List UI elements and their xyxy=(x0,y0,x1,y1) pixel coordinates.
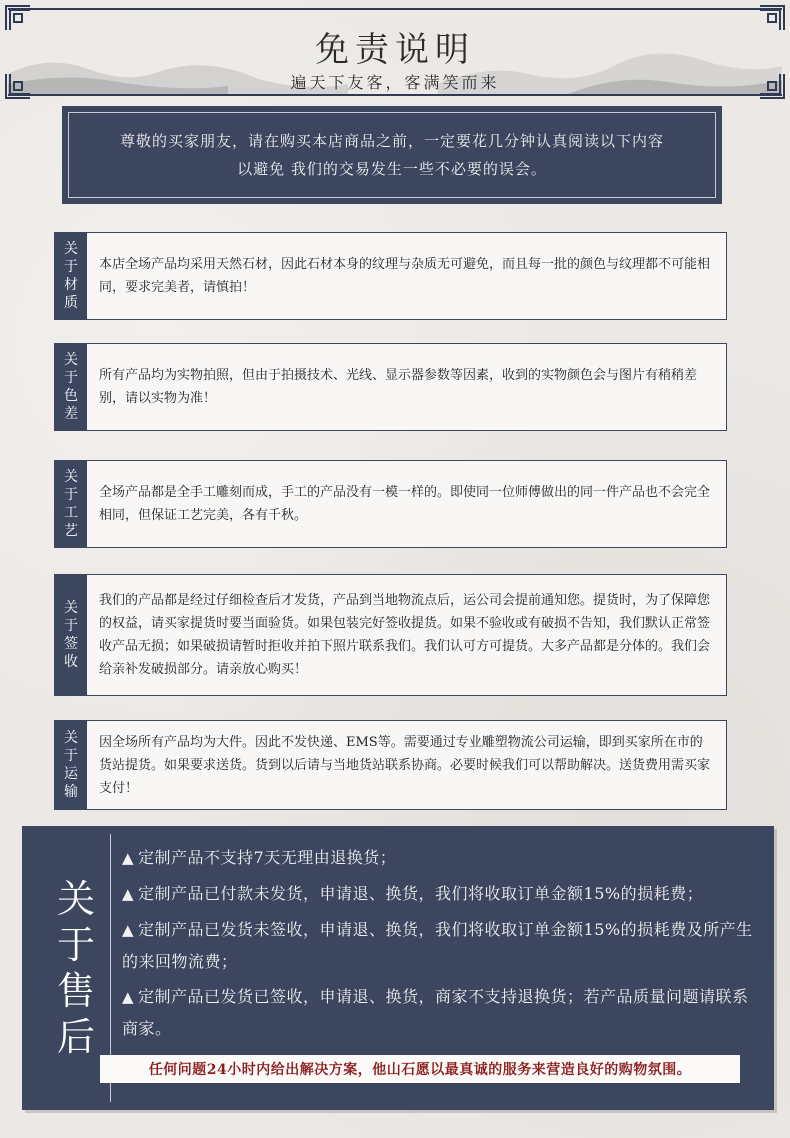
section-text: 所有产品均为实物拍照，但由于拍摄技术、光线、显示器参数等因素，收到的实物颜色会与图片有稍稍差别，请以实物为准！ xyxy=(99,368,698,406)
tag-char: 于 xyxy=(64,259,78,275)
tag-char: 关 xyxy=(64,730,78,746)
service-promise-banner: 任何问题24小时内给出解决方案，他山石愿以最真诚的服务来营造良好的购物氛围。 xyxy=(100,1055,740,1083)
tag-char: 于 xyxy=(64,618,78,634)
section-color-difference xyxy=(54,343,727,431)
tag-char: 差 xyxy=(64,406,78,422)
section-text: 全场产品都是全手工雕刻而成，手工的产品没有一模一样的。即使同一位师傅做出的同一件产品也不会完全相同，但保证工艺完美，各有千秋。 xyxy=(99,485,711,523)
intro-notice-inner xyxy=(68,112,716,198)
section-tag xyxy=(55,344,87,430)
page-subtitle: 遍天下友客，客满笑而来 xyxy=(290,73,500,92)
tag-char: 后 xyxy=(56,1015,95,1059)
triangle-bullet-icon: ▲ xyxy=(122,849,135,867)
tag-char: 质 xyxy=(64,295,78,311)
intro-line-1: 尊敬的买家朋友，请在购买本店商品之前，一定要花几分钟认真阅读以下内容 xyxy=(119,132,664,150)
triangle-bullet-icon: ▲ xyxy=(122,988,135,1006)
section-text: 因全场所有产品均为大件。因此不发快递、EMS等。需要通过专业雕塑物流公司运输，即到买家所在市的货站提货。如果要求送货。货到以后请与当地货站联系协商。必要时候我们可以帮助解决。送货费用需买家支付！ xyxy=(99,734,711,796)
list-item-text: 定制产品不支持7天无理由退换货； xyxy=(138,848,397,867)
section-craft xyxy=(54,460,727,548)
tag-char: 艺 xyxy=(64,523,78,539)
tag-char: 于 xyxy=(64,748,78,764)
tag-char: 于 xyxy=(56,923,95,967)
section-tag xyxy=(55,575,87,695)
list-item-text: 定制产品已发货未签收，申请退、换货，我们将收取订单金额15%的损耗费及所产生的来回物流费； xyxy=(122,920,753,971)
tag-char: 关 xyxy=(64,600,78,616)
tag-char: 签 xyxy=(64,636,78,652)
tag-char: 输 xyxy=(64,784,78,800)
list-item xyxy=(122,981,762,1044)
intro-notice-box xyxy=(62,106,722,204)
tag-char: 关 xyxy=(64,352,78,368)
tag-char: 材 xyxy=(64,277,78,293)
list-item-text: 定制产品已付款未发货，申请退、换货，我们将收取订单金额15%的损耗费； xyxy=(138,884,704,903)
section-text: 本店全场产品均采用天然石材，因此石材本身的纹理与杂质无可避免，而且每一批的颜色与纹理都不可能相同，要求完美者，请慎拍！ xyxy=(99,257,711,295)
tag-char: 运 xyxy=(64,766,78,782)
tag-char: 收 xyxy=(64,654,78,670)
tag-char: 关 xyxy=(64,241,78,257)
tag-char: 关 xyxy=(64,469,78,485)
list-item xyxy=(122,878,762,910)
tag-char: 售 xyxy=(56,969,95,1013)
header-banner xyxy=(8,8,782,96)
section-material xyxy=(54,232,727,320)
section-text: 我们的产品都是经过仔细检查后才发货，产品到当地物流点后，运公司会提前通知您。提货时，为了保障您的权益，请买家提货时要当面验货。如果包装完好签收提货。如果不验收或有破损不告知，我们默认正常签收产品无损；如果破损请暂时拒收并拍下照片联系我们。我们认可方可提货。大多产品都是分体的。我们会给亲补发破损部分。请亲放心购买！ xyxy=(99,593,711,677)
list-item-text: 定制产品已发货已签收，申请退、换货，商家不支持退换货；若产品质量问题请联系商家。 xyxy=(122,987,749,1038)
after-sales-list xyxy=(122,842,762,1048)
tag-char: 关 xyxy=(56,877,95,921)
list-item xyxy=(122,914,762,977)
section-receipt xyxy=(54,574,727,696)
tag-char: 色 xyxy=(64,388,78,404)
tag-char: 工 xyxy=(64,505,78,521)
page-title: 免责说明 xyxy=(315,30,475,70)
section-transport xyxy=(54,720,727,810)
section-tag xyxy=(55,721,87,809)
tag-char: 于 xyxy=(64,487,78,503)
tag-char: 于 xyxy=(64,370,78,386)
section-tag xyxy=(55,233,87,319)
triangle-bullet-icon: ▲ xyxy=(122,885,135,903)
list-item xyxy=(122,842,762,874)
section-tag xyxy=(55,461,87,547)
triangle-bullet-icon: ▲ xyxy=(122,921,135,939)
intro-line-2: 以避免 我们的交易发生一些不必要的误会。 xyxy=(237,160,547,178)
